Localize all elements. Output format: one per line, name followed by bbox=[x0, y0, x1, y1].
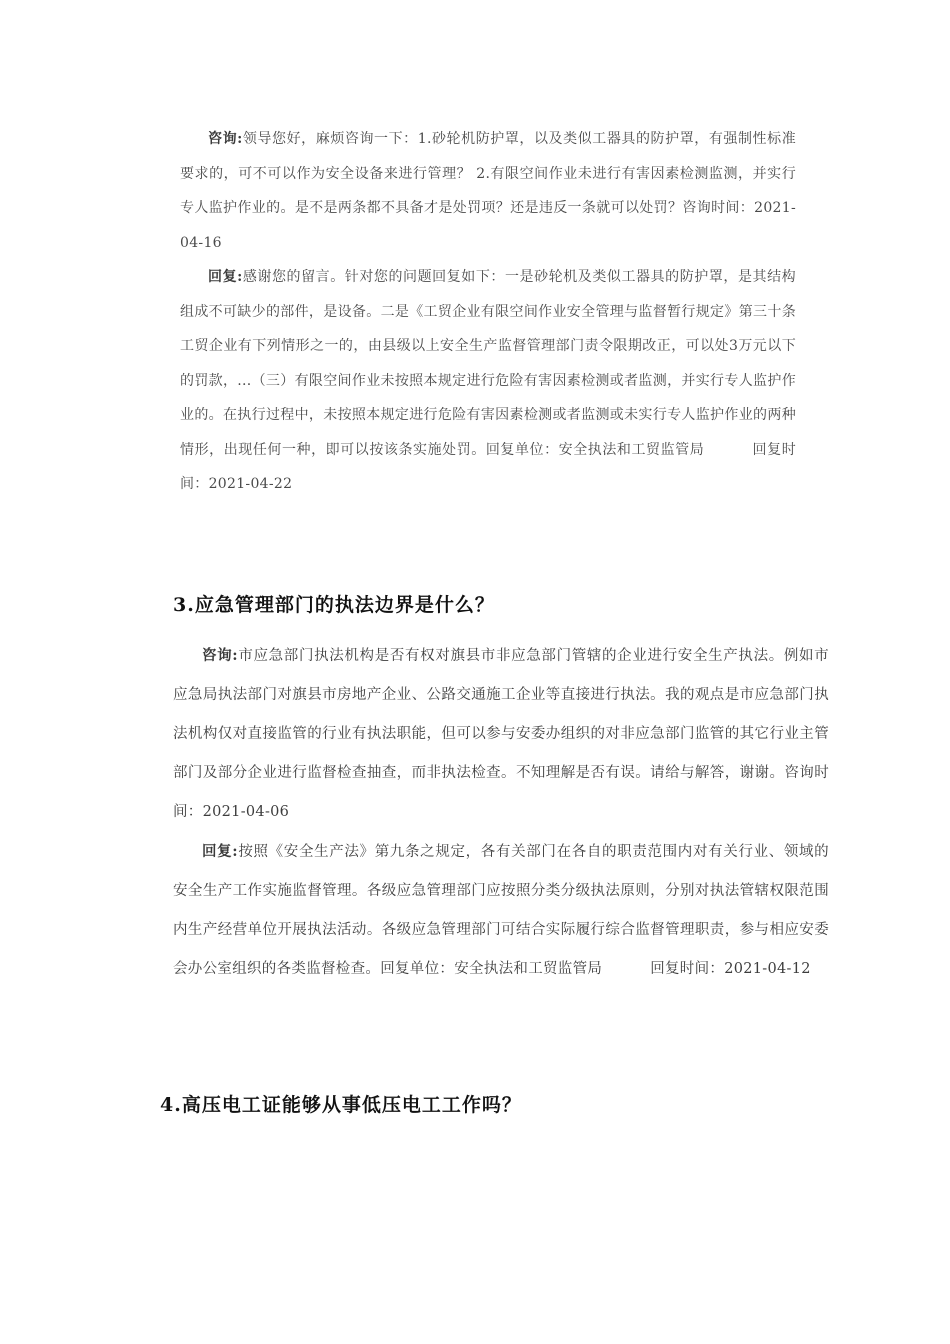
q3-consult bbox=[173, 636, 829, 832]
reply-time: 回复时间：2021-04-12 bbox=[650, 961, 811, 977]
reply-text: 按照《安全生产法》第九条之规定，各有关部门在各自的职责范围内对有关行业、领域的安全生产工作实施监督管理。各级应急管理部门应按照分类分级执法原则，分别对执法管辖权限范围内生产经营单位开展执法活动。各级应急管理部门可结合实际履行综合监督管理职责，参与相应安委会办公室组织的各类监督检查。回复单位：安全执法和工贸监管局 bbox=[173, 844, 829, 977]
q2-consult bbox=[180, 122, 796, 260]
consult-text: 市应急部门执法机构是否有权对旗县市非应急部门管辖的企业进行安全生产执法。例如市应急局执法部门对旗县市房地产企业、公路交通施工企业等直接进行执法。我的观点是市应急部门执法机构仅对直接监管的行业有执法职能，但可以参与安委办组织的对非应急部门监管的其它行业主管部门及部分企业进行监督检查抽查，而非执法检查。不知理解是否有误。请给与解答，谢谢。咨询时间：2021-04-06 bbox=[173, 648, 829, 820]
section-heading-4: 4.高压电工证能够从事低压电工工作吗？ bbox=[160, 1094, 522, 1116]
consult-label: 咨询: bbox=[208, 131, 243, 147]
q2-reply bbox=[180, 260, 796, 502]
reply-time: 回复时间：2021-04-22 bbox=[180, 441, 796, 492]
consult-text: 领导您好，麻烦咨询一下：1.砂轮机防护罩，以及类似工器具的防护罩，有强制性标准要求的，可不可以作为安全设备来进行管理？ 2.有限空间作业未进行有害因素检测监测，并实行专人监护作业的。是不是两条都不具备才是处罚项？还是违反一条就可以处罚？咨询时间：2021-04-16 bbox=[180, 131, 796, 251]
q3-reply bbox=[173, 832, 829, 989]
reply-label: 回复: bbox=[202, 843, 238, 860]
reply-text: 感谢您的留言。针对您的问题回复如下：一是砂轮机及类似工器具的防护罩，是其结构组成不可缺少的部件，是设备。二是《工贸企业有限空间作业安全管理与监督暂行规定》第三十条 工贸企业有下列情形之一的，由县级以上安全生产监督管理部门责令限期改正，可以处3万元以下的罚款，...（三）有限空间作业未按照本规定进行危险有害因素检测或者监测，并实行专人监护作业的。在执行过程中，未按照本规定进行危险有害因素检测或者监测或未实行专人监护作业的两种情形，出现任何一种，即可以按该条实施处罚。回复单位：安全执法和工贸监管局 bbox=[180, 269, 796, 458]
section-heading-3: 3.应急管理部门的执法边界是什么？ bbox=[173, 594, 495, 616]
reply-label: 回复: bbox=[208, 269, 243, 285]
consult-label: 咨询: bbox=[202, 647, 238, 664]
